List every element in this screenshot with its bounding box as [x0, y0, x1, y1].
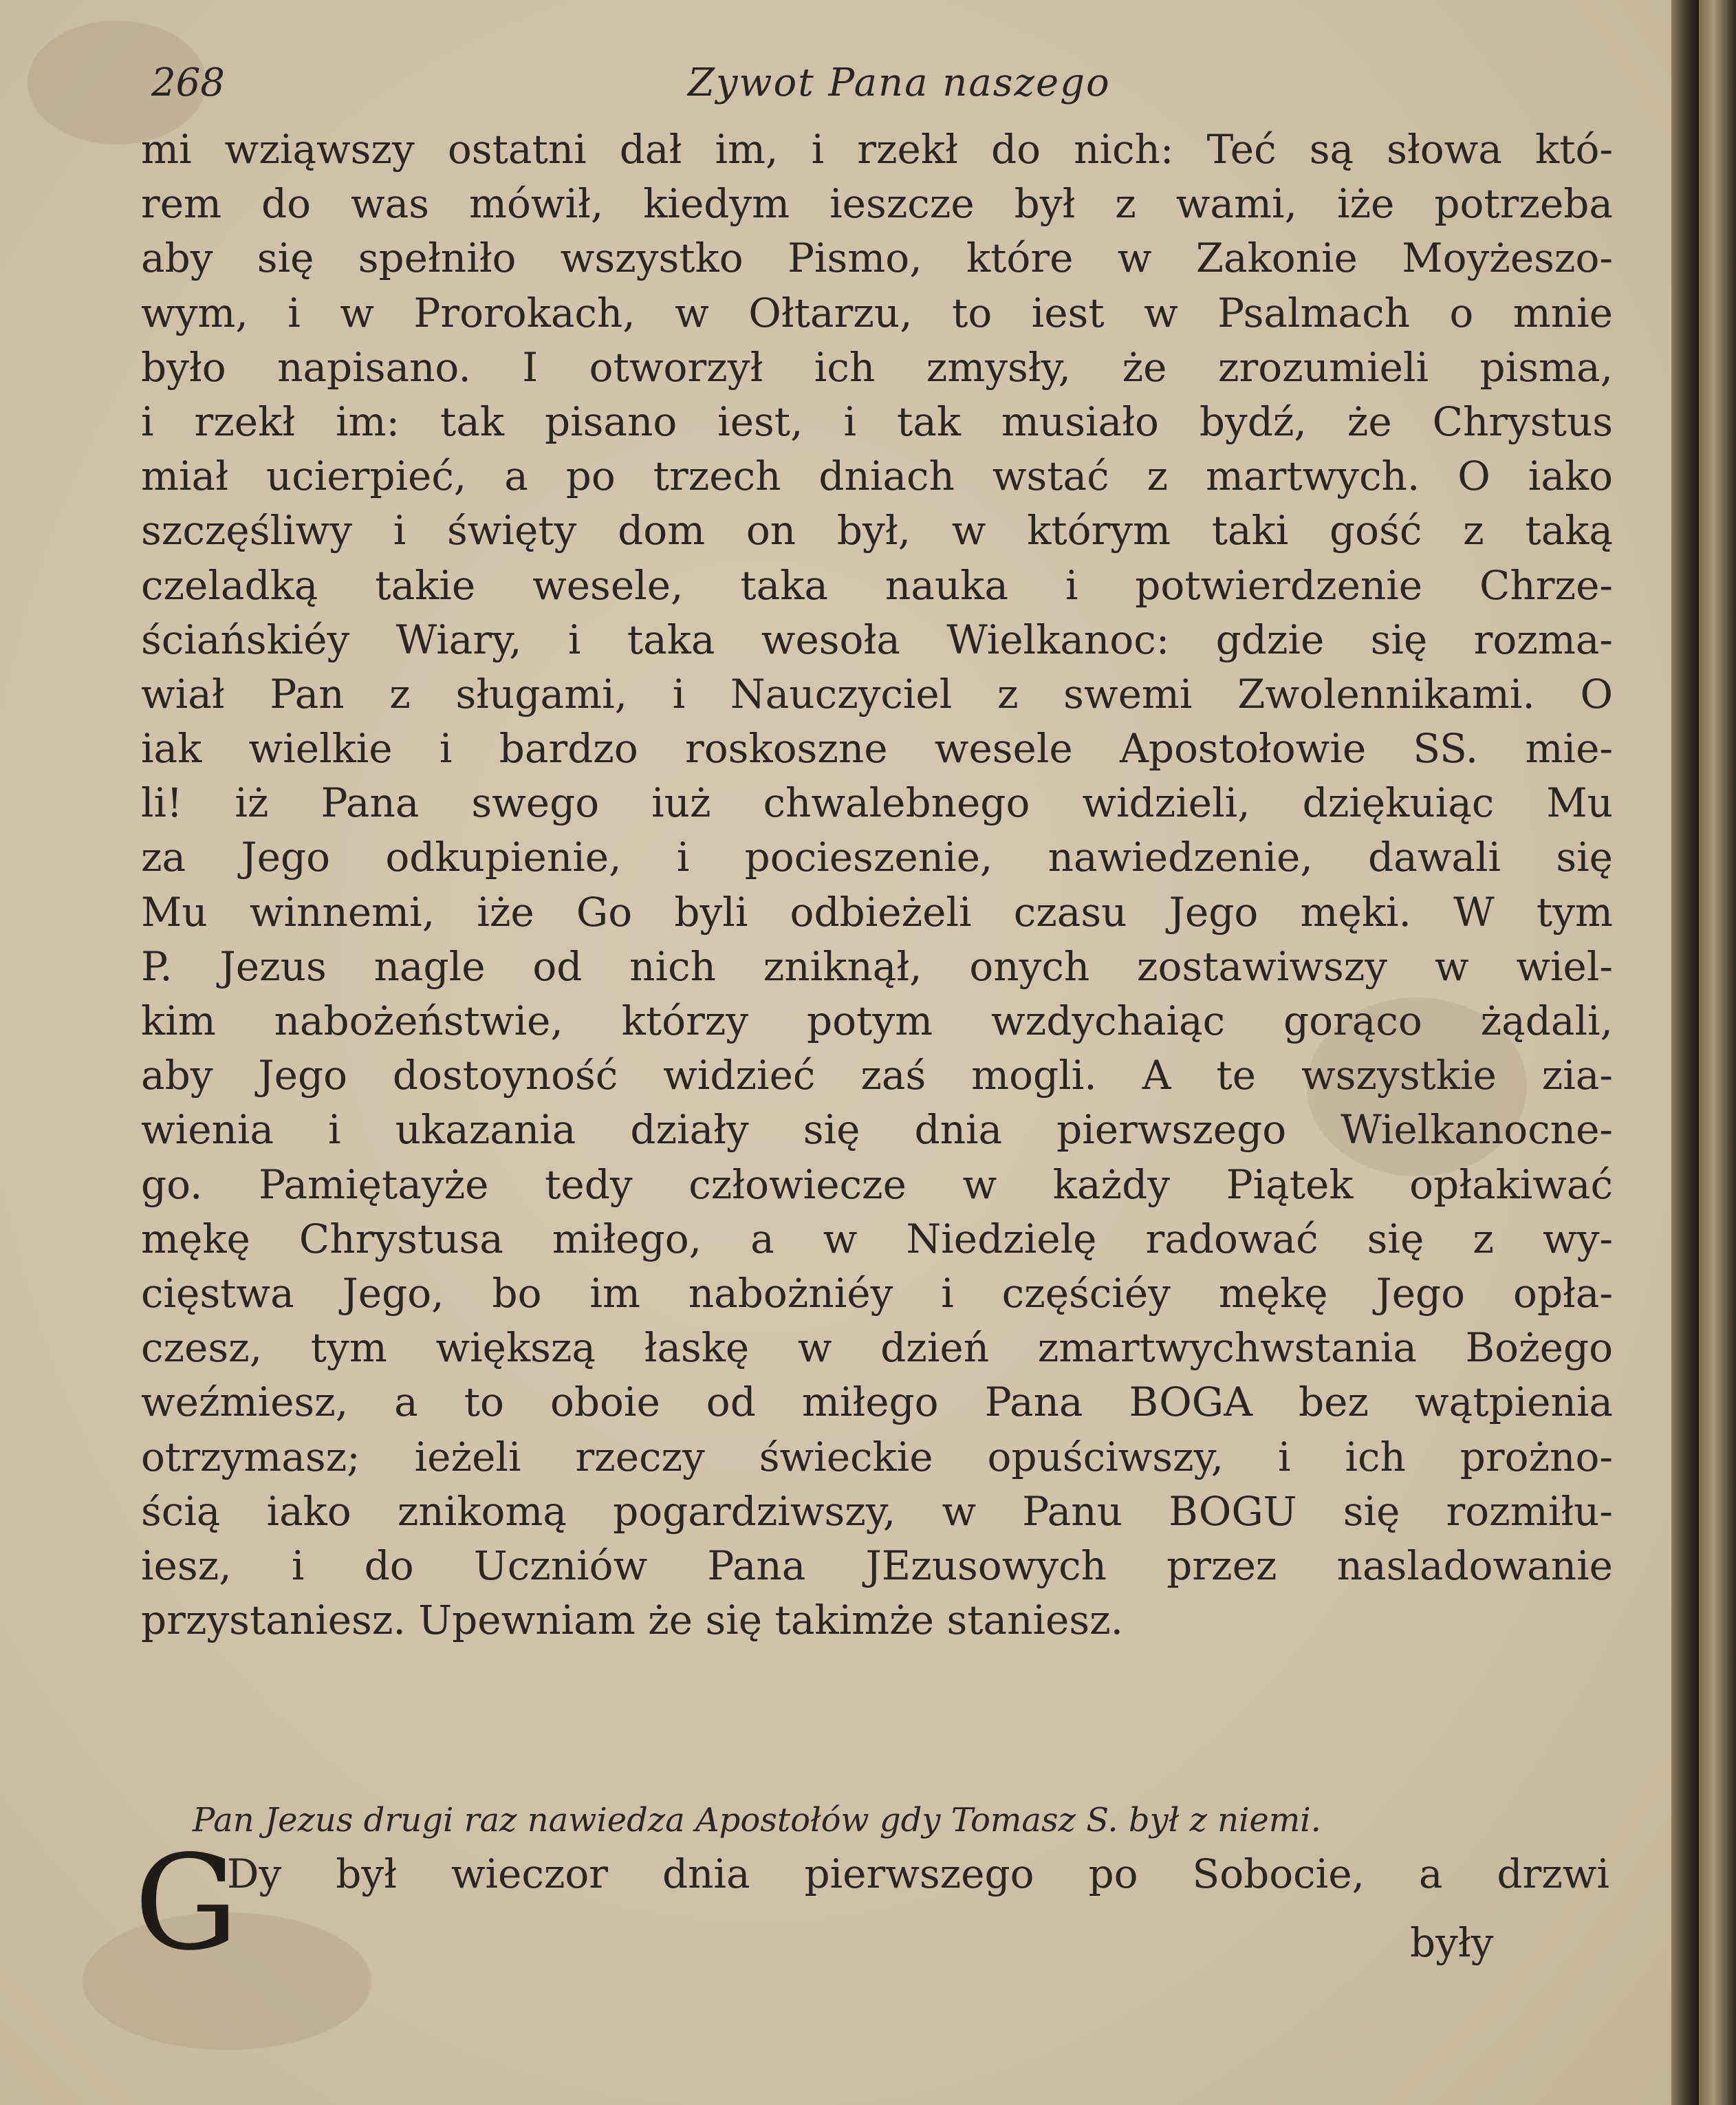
text-line: P. Jezus nagle od nich zniknął, onych zostawiwszy w wiel-	[141, 942, 1613, 990]
text-line: wiał Pan z sługami, i Nauczyciel z swemi Zwolennikami. O	[141, 670, 1613, 717]
text-line: miał ucierpieć, a po trzech dniach wstać z martwych. O iako	[141, 453, 1613, 500]
catchword: były	[1410, 1919, 1494, 1966]
text-line: czeladką takie wesele, taka nauka i potwierdzenie Chrze-	[141, 561, 1613, 609]
text-line: li! iż Pana swego iuż chwalebnego widzieli, dziękuiąc Mu	[141, 779, 1613, 827]
text-line: było napisano. I otworzył ich zmysły, że zrozumieli pisma,	[141, 343, 1613, 391]
text-line: za Jego odkupienie, i pocieszenie, nawiedzenie, dawali się	[141, 834, 1613, 881]
text-line: wym, i w Prorokach, w Ołtarzu, to iest w Psalmach o mnie	[141, 289, 1613, 336]
text-line: go. Pamiętayże tedy człowiecze w każdy Piątek opłakiwać	[141, 1161, 1613, 1208]
text-line: otrzymasz; ieżeli rzeczy świeckie opuściwszy, i ich prożno-	[141, 1433, 1613, 1480]
text-line: kim nabożeństwie, którzy potym wzdychaiąc gorąco żądali,	[141, 997, 1613, 1044]
text-line: weźmiesz, a to oboie od miłego Pana BOGA bez wątpienia	[141, 1379, 1613, 1426]
text-line: iak wielkie i bardzo roskoszne wesele Apostołowie SS. mie-	[141, 725, 1613, 773]
drop-cap: G	[134, 1827, 239, 1979]
running-title: Zywot Pana naszego	[688, 61, 1111, 105]
body-text	[141, 122, 1613, 1648]
page-number: 268	[151, 61, 225, 105]
text-line: ściańskiéy Wiary, i taka wesoła Wielkanoc: gdzie się rozma-	[141, 616, 1613, 663]
text-line: i rzekł im: tak pisano iest, i tak musiało bydź, że Chrystus	[141, 398, 1613, 445]
text-line: Mu winnemi, iże Go byli odbieżeli czasu Jego męki. W tym	[141, 888, 1613, 936]
text-line: mękę Chrystusa miłego, a w Niedzielę radować się z wy-	[141, 1215, 1613, 1262]
text-line: przystaniesz. Upewniam że się takimże staniesz.	[141, 1597, 1124, 1644]
text-line: cięstwa Jego, bo im nabożniéy i częściéy mękę Jego opła-	[141, 1269, 1613, 1317]
text-line: mi wziąwszy ostatni dał im, i rzekł do nich: Teć są słowa któ-	[141, 126, 1613, 173]
text-line: wienia i ukazania działy się dnia pierwszego Wielkanocne-	[141, 1106, 1613, 1154]
text-line: czesz, tym większą łaskę w dzień zmartwychwstania Bożego	[141, 1324, 1613, 1372]
section-heading: Pan Jezus drugi raz nawiedza Apostołów gdy Tomasz S. był z niemi.	[193, 1801, 1321, 1839]
text-line: aby się spełniło wszystko Pismo, które w Zakonie Moyżeszo-	[141, 235, 1613, 282]
text-line: rem do was mówił, kiedym ieszcze był z wami, iże potrzeba	[141, 180, 1613, 228]
page-header	[151, 61, 1616, 122]
text-line: szczęśliwy i święty dom on był, w którym taki gość z taką	[141, 507, 1613, 554]
book-spine	[1671, 0, 1699, 2105]
opening-line: Dy był wieczor dnia pierwszego po Sobocie, a drzwi	[227, 1850, 1609, 1897]
text-line: aby Jego dostoyność widzieć zaś mogli. A te wszystkie zia-	[141, 1052, 1613, 1099]
adjacent-page-edge	[1699, 0, 1736, 2105]
text-line: ścią iako znikomą pogardziwszy, w Panu BOGU się rozmiłu-	[141, 1487, 1613, 1535]
text-line: iesz, i do Uczniów Pana JEzusowych przez nasladowanie	[141, 1542, 1613, 1589]
